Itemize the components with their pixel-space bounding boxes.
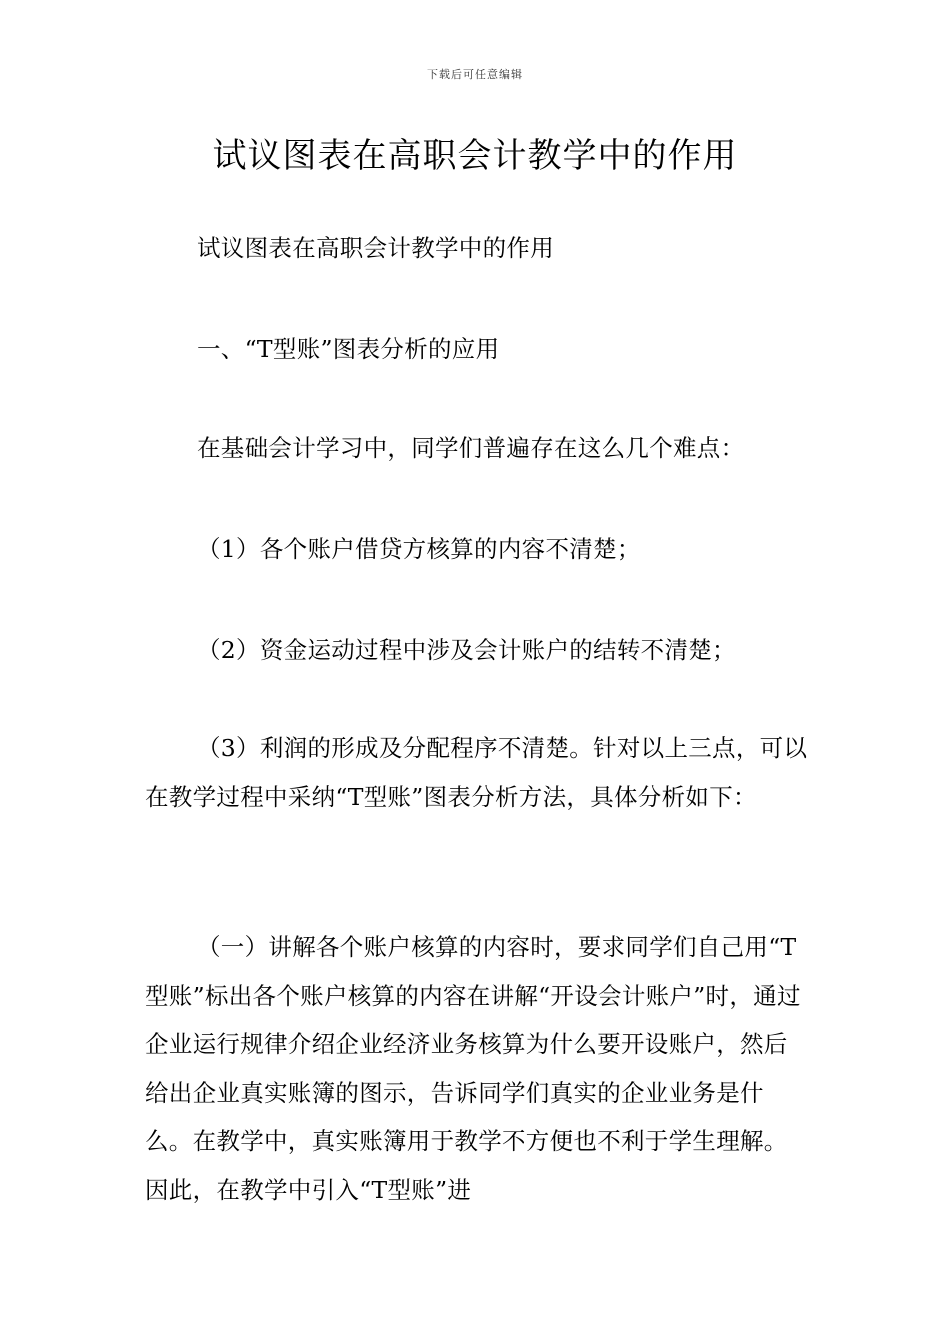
list-item-2: （2）资金运动过程中涉及会计账户的结转不清楚； [197, 636, 736, 664]
subtitle-paragraph: 试议图表在高职会计教学中的作用 [197, 234, 554, 262]
intro-paragraph: 在基础会计学习中，同学们普遍存在这么几个难点： [197, 434, 745, 462]
list-item-3: （3）利润的形成及分配程序不清楚。针对以上三点，可以在教学过程中采纳“T型账”图表分析方法，具体分析如下： [145, 734, 808, 811]
subsection-paragraph-1: （一）讲解各个账户核算的内容时，要求同学们自己用“T型账”标出各个账户核算的内容在讲解“开设会计账户”时，通过企业运行规律介绍企业经济业务核算为什么要开设账户，然后给出企业真实账簿的图示，告诉同学们真实的企业业务是什么。在教学中，真实账簿用于教学不方便也不利于学生理解。因此，在教学中引入“T型账”进 [145, 933, 801, 1204]
page-title: 试议图表在高职会计教学中的作用 [212, 136, 738, 176]
header-note: 下载后可任意编辑 [427, 68, 523, 81]
section-heading: 一、“T型账”图表分析的应用 [197, 335, 500, 363]
list-item-1: （1）各个账户借贷方核算的内容不清楚； [197, 535, 641, 563]
